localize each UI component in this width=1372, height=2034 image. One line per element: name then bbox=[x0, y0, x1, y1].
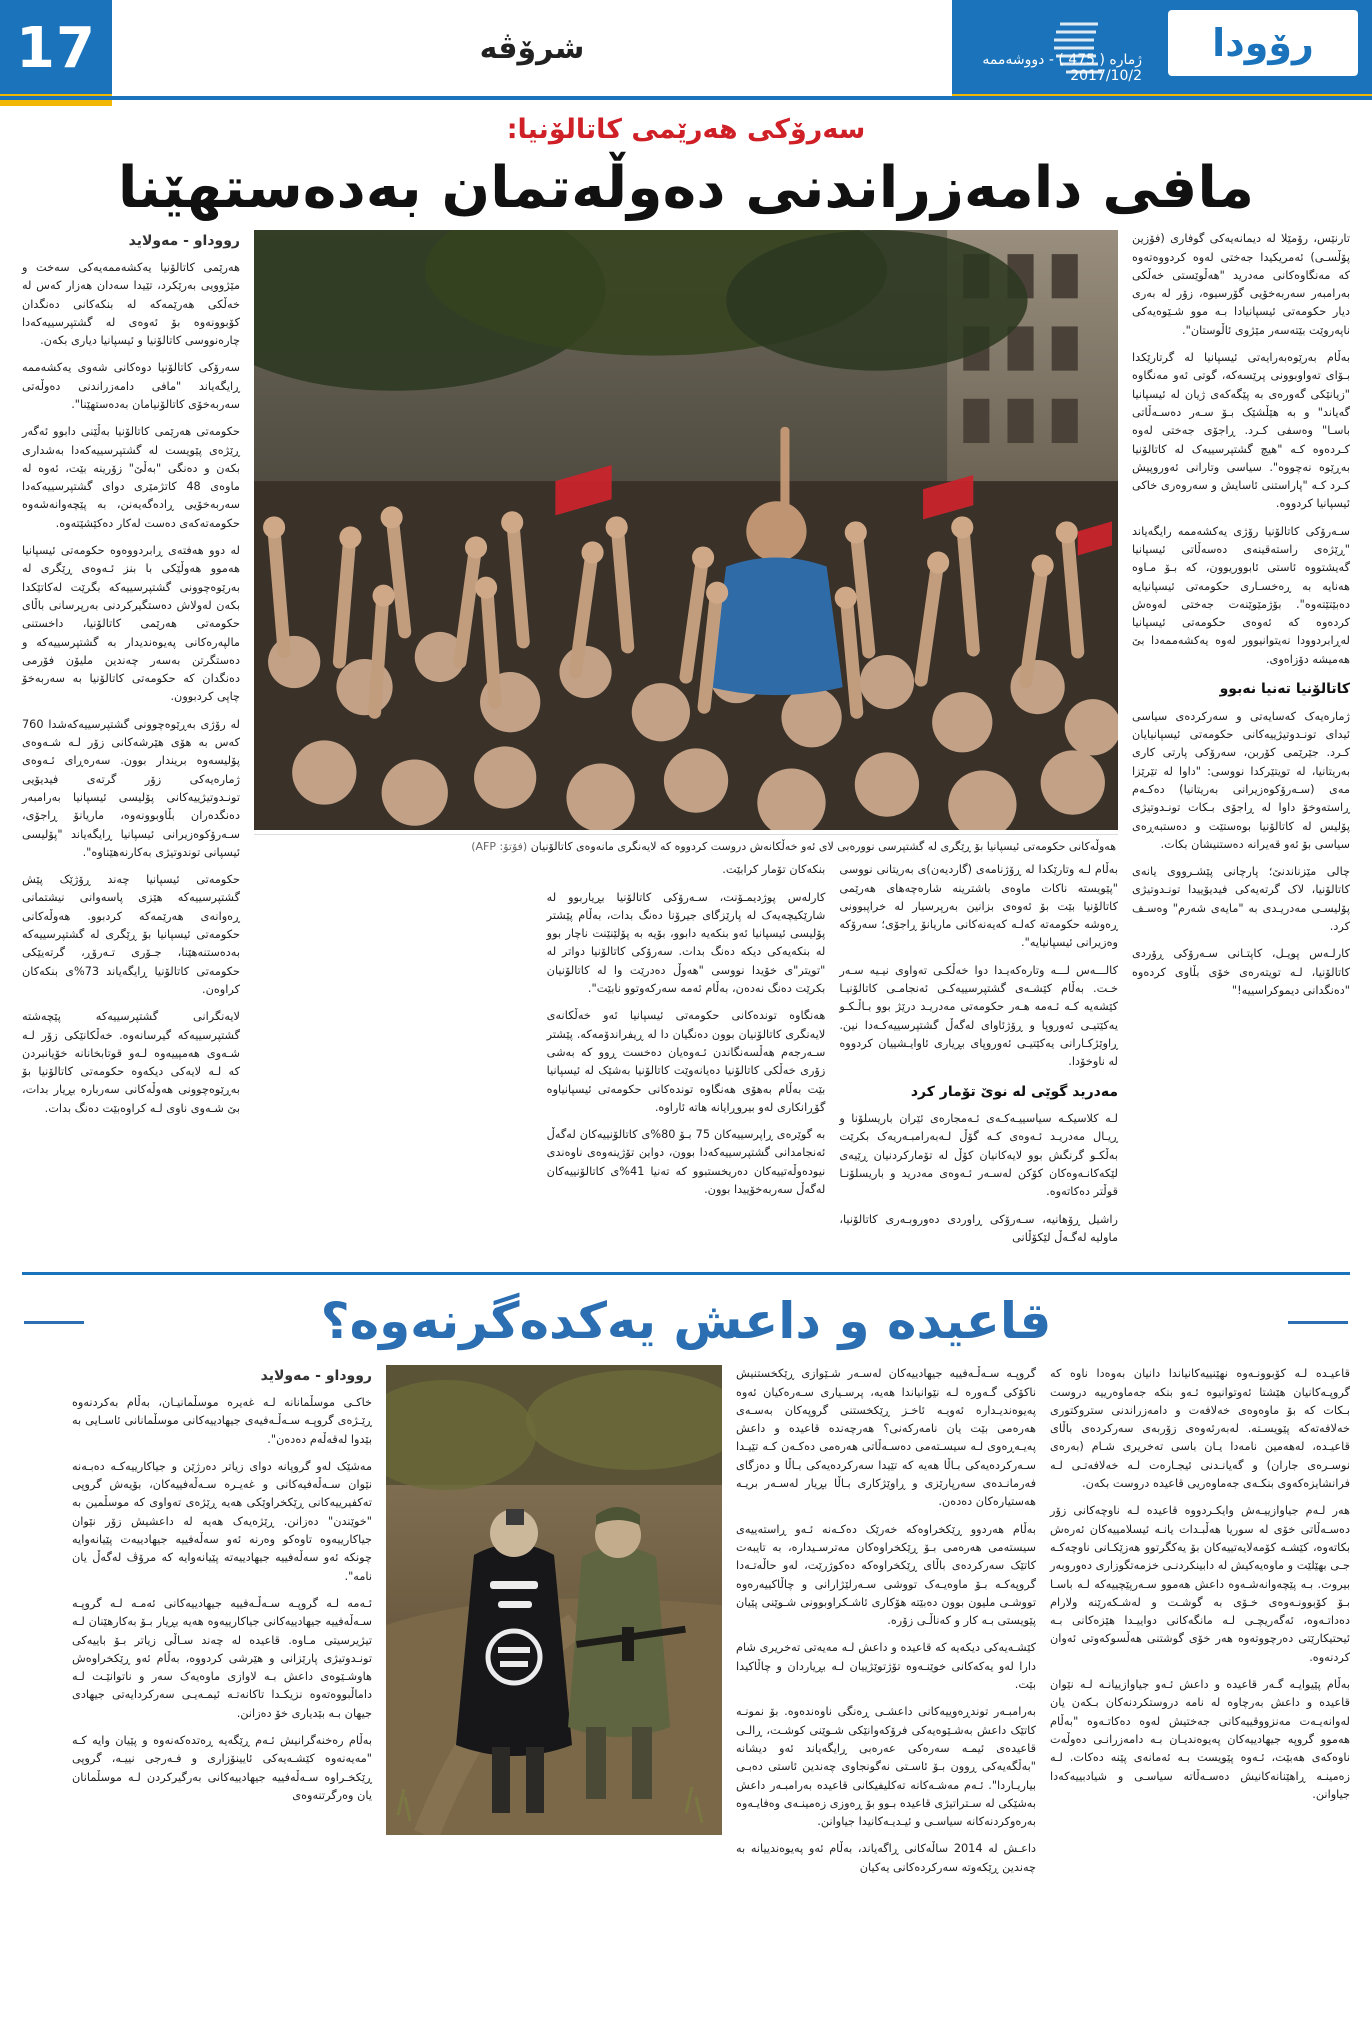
paragraph: راشیل ڕۆهانیە، سـەرۆکی ڕاوردی دەوروبـەری کاتالۆنیا، ماولیە لەگـەڵ لێکۆڵانی bbox=[839, 1212, 1118, 1244]
paragraph: خاکـی موسڵمانانە لـە غەیرە موسڵمانیـان، بەڵام بەکردنەوە ڕێـژەی گروپـە سـەڵـەفیەی جیهادییەکانی موسڵمانانی ئاسـایی بە بێدوا لەقەڵەم دەدەن". bbox=[72, 1395, 372, 1446]
article1-photo-wrap bbox=[254, 230, 1118, 853]
paragraph: هەر لـەم جیاوازییـەش وایکـردووە قاعیدە لـە ناوچەکانی زۆر دەسـەڵاتی خۆی لە سوریا هەڵبـدات یانـە ئیسلامییەکان ئەرەش بکاتەوە، کێشـە کۆمەلایەتییەکان بۆ یەکگرتوو هەزێکـانی ناوچەکـە جـی بهێلێت و ماوەیەکیش لە دابینکردنـی خزمەتگوزاری دەوروبەر بیروت. بـە پێچەوانەشـەوە داعش هەموو سـەرپێچییەکە لـە باسـا بـۆ کۆبوونـەوەی خـۆی بە گوشـت و لەشـکەرێنە ولارام دەداتـەوە، ئەگەریچـی لـە مانگەکانی دواییـدا هێزەکانی بـە ئیحتیکارێتی دەرچووتەوە هەر خۆی گوشتنی هەڵسوکەوتی ئەوان کردنەوە. bbox=[1050, 1504, 1350, 1664]
article1-byline: رووداو - مەولاید bbox=[128, 233, 240, 250]
article1-column-2 bbox=[547, 861, 826, 1256]
paragraph: بەڵام پێیوایـە گـەر قاعیدە و داعش ئـەو جیاوازییانـە لـە نێوان قاعیدە و داعش بەرچاوە لە نامە دروستکردنەکان بـکەن یان لەوانەیـەت مەنزووقییەکانی جەختیش لەوە دەکاتـەوە "بەڵام هەموو گروپە جیهادییەکان پەیوەندیـان بـە دامەزرانـی دەوڵەت ناوەکەی هەبێت، ئـەوە پێویست بـە ئەمانەی پێنە دەکات. لـە زەمینـە ڕاهێنانەکانیش دەسـەڵاتە سیاسـی و شیادبییەکەدا جیاوانن. bbox=[1050, 1678, 1350, 1801]
paragraph: هەرێمی کاتالۆنیا یەکشەممەیەکی سەخت و مێژوویی بەرێکرد، تێیدا سەدان هەزار کەس لە خەڵکی هەرێمەکە لە بنکەکانی دەنگدان کۆبوونەوە بۆ ئەوەی لە گشتپرسییەکەدا چارەنووسی کاتالۆنیا و ئیسپانیا دیاری بکەن. bbox=[22, 260, 240, 348]
article2-headline-wrap bbox=[24, 1291, 1348, 1351]
article1-photo-credit: (فۆتۆ: AFP) bbox=[471, 840, 528, 854]
issue-date: ژمارە ( 475 ) - دووشەممە 2017/10/2 bbox=[982, 52, 1142, 84]
paragraph: کالـــەس لـــە وتارەکەیـدا دوا خەڵکـی تەواوی نیـیە سـەر خـت. بەڵام کێشـەی گشتپرسییەکـی ئەنجامـی کاتالۆنیـا کێشەیە کـە ئـەمە هـەر حکومەتی مەدریـد درێژ بوو بـاڵـکـو یەکێتیـی ئەوروپا و ڕۆژئاوای لەگەڵ گشتپرسییەکـەدا نین. ڕاوێژکـارانی یەکێتیـی ئەوروپای بڕیاری ئاوایـشییان کردووە لە ناوخۆدا. bbox=[839, 963, 1118, 1069]
paragraph: چالی مێزناندنێ؛ پارچانی پێشـرووی یانەی کاتالۆنیا، لاک گرتەیەکی فیدیۆییدا تونـدوتیژی پۆلیسـی مەدریـدی بە "مایەی شەرم" وەسـف کرد. bbox=[1132, 865, 1350, 934]
article-separator bbox=[22, 1272, 1350, 1275]
logo-text: رۆودا bbox=[1212, 21, 1314, 65]
article1-headline: مافی دامەزراندنی دەوڵەتمان بەدەستهێنا bbox=[117, 155, 1255, 221]
masthead-logo bbox=[1168, 10, 1358, 76]
paragraph: مەشێک لەو گروپانە دوای زیاتر دەرژێن و جیاکارییەکـە دەبـەنە نێوان سـەڵەفیەکانی و غەیـرە سـەڵەفییەکان، بۆیەش گروپی تەکفیرییەکانی ڕێکخراوێکی هەیە ڕێژەی تەواوی کە موسڵمین بە "خوێندن" دەزانن. ڕێژەیەک هەیە لە داعشیش زۆر نێوان جیاکارییەوە تاوەکو وەرنە ئەو سەڵەفییە جیهادییەت پێیانەوایە چونکە ئەو سەڵەفییە جیهادییەتە پێیانەوایە کە مرۆڤ لەگەڵ یان نامە". bbox=[72, 1459, 372, 1583]
paragraph: لە رۆژی بەڕێوەچوونی گشتپرسییەکەشدا 760 کەس بە هۆی هێرشەکانی زۆر لـە شـەوەی پۆلیسەوە بریندار بوون. سەرەڕای ئـەوەی ژمارەیەکی زۆر گرتەی فیدیۆیی تونـدوتیژییەکانی پۆلیسی ئیسپانیا بەرامبەر دەنگدەران بڵاوبوونەوە، ماریانۆ ڕاجۆی، سـەرۆکوەزیرانی ئیسپانیا ڕایگەیاند "پۆلیسی ئیسپانی توندوتیژی بەکارنەهێناوە". bbox=[22, 717, 240, 859]
section-title-container bbox=[112, 0, 952, 96]
paragraph: ئـەمە لـە گروپـە سـەڵـەفییە جیهادییەکانی ئەمـە لـە گروپـە سـەڵەفییە جیهادییەکانی جیاکارییەوە هەیە بڕیار بـۆ بەکارهێنان لـە تیژیرسیتی مـاوە. قاعیدە لە چەند سـاڵی زیاتر بـۆ باییەکی تونـدوتیژی پارێزانی و هێرشی کردووە، بەڵام ئەو ڕێکخراوەش هاوشـێوەی داعش بـە لاوازی ماوەیەک سەر و ناتوانێـت لـە داماڵبووەتەوە نزیکـدا تاکانەتـە ئیمـەیـی سەرکردایەتی جیهادی جیهان بـە بێدیاری خۆ دەزانن. bbox=[72, 1596, 372, 1720]
crowd-photo-illustration bbox=[254, 230, 1118, 830]
paragraph: کێشـەیەکی دیکەیە کە قاعیدە و داعش لـە مەیەتی تەخریری شام دارا لەو یەکەکانی خوێنـەوە تۆژتوێژییان لـە بڕیاردان و چاڵاکیدا بێت. bbox=[736, 1641, 1036, 1692]
masthead bbox=[0, 0, 1372, 96]
article1-photo bbox=[254, 230, 1118, 830]
paragraph: لایەنگرانی گشتپرسییەکە پێچەشتە گشتپرسییەکە گیرسانەوە. خەڵکانێکی زۆر لـە شـەوی هەمپییەوە لـەو قوتابخانانە خۆیانبردن کە لـە لایەکی دیکەوە حکومەتی کاتالۆنیا بۆ بەڕێوەچوونی هەوڵەکانی سەربارە بڕیار بدات، بێ شـەوی ناوی لـە کراوەبێت دەنگ بدات. bbox=[22, 1010, 240, 1115]
fighters-photo-illustration bbox=[386, 1365, 722, 1835]
article2-column-right bbox=[72, 1365, 372, 1814]
article2-byline: رووداو - مەولاید bbox=[260, 1368, 372, 1385]
paragraph: داعـش لە 2014 ساڵەکانی ڕاگەیاند، بەڵام ئەو پەیوەندییانە بە چەندین ڕێکەوتە سەرکردەکانی یەکیان bbox=[736, 1842, 1036, 1874]
article1-caption: هەوڵەکانی حکومەتی ئیسپانیا بۆ ڕێگری لە گشتپرسی نوورەبی لای ئەو خەڵکانەش دروست کردووە کە لایەنگری مانەوەی کاتالۆنیان bbox=[530, 840, 1116, 854]
article1-caption-row bbox=[254, 834, 1118, 853]
article-catalonia bbox=[0, 114, 1372, 1275]
headline-rule-right bbox=[1288, 1321, 1348, 1324]
paragraph: سەرۆکی کاتالۆنیا دوەکانی شەوی یەکشەممە ڕایگەیاند "مافی دامەزراندنی دەوڵەتی سەربەخۆی کاتالۆنیامان بەدەستهێنا". bbox=[22, 361, 240, 411]
article1-subheading-2: مەدرید گوێی لە نوێ تۆمار کرد bbox=[910, 1083, 1118, 1100]
section-title: شرۆڤە bbox=[479, 30, 585, 66]
paragraph: بنکەکان تۆمار کرابێت. bbox=[722, 863, 826, 877]
paragraph: ژمارەیەک کەسایەتی و سەرکردەی سیاسی ئیدای تونـدوتیژییەکانی حکومەتی ئیسپانیایان کـرد. جێرێمی کۆربن، سەرۆکی پارتی کاری بەریتانیا، لە تویتێرکدا نووسی: "داوا لە تێرێزا مەی (سـەرۆکوەزیرانی بەریتانیا) دەکـەم ڕاستەوخۆ داوا لە ڕاجۆی بـکات تونـدوتیژی پۆلیس لە کاتالۆنیا بوەستێت و دەستبەڕەی سیاسی بۆ ئەو قەیرانە دەستنیشان بکات. bbox=[1132, 709, 1350, 851]
article1-kicker: سەرۆکی هەرێمی کاتالۆنیا: bbox=[506, 114, 866, 145]
article1-column-3 bbox=[839, 861, 1118, 1256]
paragraph: حکومەتی هەرێمی کاتالۆنیا بەڵێنی دابوو ئەگەر ڕێژەی پێویست لە گشتپرسییەکەدا بەشداری بکەن و دەنگی "بەڵێ" زۆرینە بێت، ئەوە لە ماوەی 48 کاتژمێری دوای گشتپرسییەکەدا سەربەخۆیی ڕادەگەیەنن، بە پێچەوانەشەوە حکومەتەکەی دەست لەکار دەکێشێتەوە. bbox=[22, 425, 240, 530]
paragraph: بەڵام لـە وتارێکدا لە ڕۆژنامەی (گاردیەن)ی بەریتانی نووسی "پێویستە ناکات ماوەی باشترینە شارەچەهای هەرێمی کاتالۆنیا بێت بۆ ئەوەی بزانین بەرپرسیار لە خراپبوونی ڕەوشە حکومەتە کەلـە کەیەنەکانی ماریانۆ ڕاجۆی؛ سەرۆکە وەزیرانی ئیسپانیایە". bbox=[839, 863, 1118, 950]
paragraph: بەڵام بەرێوەبەرایەتی ئیسپانیا لە گرتارێکدا بـۆای تەواوبوونی پرێسەکە، گوتی ئەو مەنگاوە "زیانێکی گەورەی بە پێگەکەی ژیان لە ئیسپانیا گەیاند" و بە هێڵشێک بـۆ سـەر دەسـەڵاتی باسـا" وەسفی کـرد. ڕاجۆی جەختی لەوە کـردەوە کـە "هیچ گشتپرسییەک لە کاتالۆنیا بەڕێوە نەچووە". سیاسی وتارانی ئەوروپیش کـرد کـە "پاراستنی ئاسایش و سەروەری خاکی ئیسپانیا کردووە. bbox=[1132, 351, 1350, 511]
paragraph: بەڵام هەردوو ڕێکخراوەکە خەرێک دەکـەنە ئـەو ڕاستەییەی سیستەمی هەرەمی بـۆ ڕێکخراوەکان مەترسـیدارە، بە تایبەت کاتێک سەرکردەی باڵای ڕێکخراوەکە دەکوژرێت، لەو حاڵەتـەدا گروپەکـە بـۆ ماوەیـەک تووشی سـەرلێژارانی و چاڵاکییەرەوە تووشـی ملیون بوون دەبێتە هۆکاری ئاشـکراوبوونی شـوێنی پێیان پێویستی بـە کار و کەناڵـی زۆرە. bbox=[736, 1522, 1036, 1628]
paragraph: کارلەس پوژدیمـۆنت، سـەرۆکی کاتالۆنیا بڕیاربوو لە شارێکیچەیەک لە پارێزگای جیرۆنا دەنگ بدات، بەڵام پێشتر پۆلیسی ئیسپانیا ئەو بنکەیە دابوو، بۆیە بە پۆلێنێنت ناچار بوو لە بنکەیەکی دیکە دەنگ بدات. سەرۆکی کاتالۆنیا دواتر لە "تویتر"ی خۆیدا نووسی "هەوڵ دەدرێت وا لە کاتالۆنیان بکرێت دەنگ نەدەن، بەڵام ئەمە سەرکەوتوو نابێت". bbox=[546, 890, 826, 996]
paragraph: بەڵام رەخنەگرانیش ئـەم ڕێگەیە ڕەتدەکەنەوە و پێیان وایە کـە "مەیەنەوە کێشـەیەکی ئایینۆزاری و فـەرجی نییـە، گروپی ڕێکخـراوە سـەڵەفییە جیهادییەکانی بەرگیرکردن لـە موسڵمانان یان وەرگرتنەوەی bbox=[72, 1733, 372, 1802]
paragraph: هەنگاوە توندەکانی حکومەتی ئیسپانیا ئەو خەڵکانەی لایەنگری کاتالۆنیان بوون دەنگیان دا لە ڕیفراندۆمەکە. پێشتر سـەرجەم هەڵسەنگاندن ئـەوەیان دەخست ڕوو کە بەشی زۆری خەڵکی کاتالۆنیا دەیانەوێت کاتالۆنیا بەشێک لە ئیسپانیا بێت بەڵام بەهۆی هەنگاوە توندەکانی حکومەتی ئیسپانیاوە گۆڕانکاری لەو بیروڕایانە هاتە ئاراوە. bbox=[546, 1009, 826, 1114]
paragraph: کارلـەس پویـل، کاپتـانی سـەرۆکی ڕۆردی کاتالۆنیا، لـە تویتەرەی خۆی بڵاوی کردەوە "دەنگدانی دیموکراسییە!" bbox=[1132, 947, 1350, 997]
article2-photo-block bbox=[386, 1365, 722, 1835]
paragraph: تارنێس، رۆمێلا لە دیمانەیەکی گوفاری (فۆزین پۆڵسـی) ئەمریکیدا جەختی لەوە کردووەتەوە کە مەنگاوەکانی مەدرید "هەڵوێستی خەڵکی بەرامبەر سەربەخۆیی گۆرسیوە، زۆر لە بەری دیار حکومەتی ئیسپانیادا بـە موو شـێوەیەکی ناپەروێت بێتەسەر مێژوی ئاڵوستان". bbox=[1132, 232, 1350, 337]
paragraph: بەرامبـەر توندڕەوییەکانی داعشـی ڕەنگی ناوەندەوە. بۆ نمونـە کاتێک داعش بەشـێوەیەکی فرۆکەوانێکی شـوێنی کوشـت، ڕالـی قاعیدەی ئیمـە سەرەکی عەرەبی ڕایگەیاند ئەو دیشانە "بەڵگەیەکی ڕوون بـۆ ئاسـتی نەگونجاوی چەندین ئاستی دەبـی بیاریـاردا". ئـەم مەشـەکانە تەکلیفیکانی قاعیدە بەرامبـەر داعش بەشێکی لە سـتراتیژی قاعیدە بـوو بۆ ڕەوزی زەمینـەی وەفایـەوە بەرەوکردنەکانە سیاسـی و ئیـدیـەکانیدا جیاوانن. bbox=[736, 1705, 1036, 1829]
page-number: 17 bbox=[16, 15, 96, 81]
headline-rule-left bbox=[24, 1321, 84, 1324]
article2-headline: قاعیدە و داعش یەکدەگرنەوە؟ bbox=[320, 1292, 1052, 1351]
article-qaeda-isis bbox=[0, 1291, 1372, 1886]
article1-center-block bbox=[254, 230, 1118, 1256]
paragraph: لە دوو هەفتەی ڕابردووەوە حکومەتی ئیسپانیا هەموو هەوڵێکی با بنز ئـەوەی ڕێگری لە بەرێوەچوونی گشتپرسییەکە بگرێت لەکاتێکدا بکەن لەولاش دەستگیرکردنی بەرپرسانی باڵای حکومەتی هەرێمی کاتالۆنیا، داخستنی مالپەرەکانی پەیوەندیدار بە گشتپرسییەکە و دەستگرتن بەسەر چەندین ملیۆن فۆرمی دەنگدان کە حکومەتی کاتالۆنیا بە سەربەخۆ چاپی کردبوون. bbox=[22, 544, 240, 704]
masthead-brand-block bbox=[952, 0, 1372, 96]
article2-column-middle bbox=[736, 1365, 1036, 1886]
paragraph: گروپـە سـەڵـەفییە جیهادییەکان لەسـەر شـێوازی ڕێکخستنیش ناکۆکی گـەورە لـە نێوانیاندا هەیە، پرسـیاری سـەرەکیان ئەوە پەیوەندیـدارە ئەویـە ئاخـز ڕێکخستنی گروپەکان بەسـەی هەرەمی بێت یان نامەرکەنی؟ هەرچەندە قاعیدە و داعش پەیـەڕەوی لـە سیسـتەمی دەسـەڵاتی هەرەمی دەکـەن کـە تێیـدا سـەرکردەیەکی بـاڵا هەیە کە تێیدا سەرکردەیەکی بـاڵا و دەزگای فەرمانـدەی سەرپارێزی و ڕاوێژکاری بـاڵا بڕیار لەسـەر بریـە هەستیارەکان دەدەن. bbox=[736, 1367, 1036, 1509]
article2-photo bbox=[386, 1365, 722, 1835]
article2-column-left bbox=[1050, 1365, 1350, 1813]
article1-column-left bbox=[1132, 230, 1350, 1009]
masthead-rule bbox=[0, 96, 1372, 100]
paragraph: لـە کلاسیکـە سیاسییـەکـەی ئـەمجارەی ئێران باریسلۆنا و ڕیـال مەدریـد ئـەوەی کـە گۆڵ لـەبەرامبـەریەک بکرێت بەڵکـو گرنگش بوو لایەکانیان کۆڵ لە تۆمارکردنیان ڕێیەی لێکەکانـەوەکان کۆکن لەسـەر ئـەوەی مەدرید و باریسلۆنـا قوڵتر دەکاتەوە. bbox=[839, 1112, 1118, 1199]
paragraph: قاعیـدە لـە کۆبوونـەوە نهێنییەکانیاندا دانیان بەوەدا ناوە کە گروپـەکانیان هێشتا ئەوتوانیوە ئـەو بنکە جەماوەرییە دروست بـکات کە بۆ ماوەوەی خەلافەت و دامەزراندنی ستروکتوری خەلافەتەکە پێویسـتە. لەبەرئەوەی زۆربەی سەرکردەی باڵای قاعیـدە، لەهەمین نامەدا یـان باسی تەخریری شـام (بەرەی نوسـرەی جاران) و گەیانـدنی ئیجـارەت لـە خەلافەتـی لـە فرانشایزەکەوی بنکـەی جەماوەریی قاعیدە دروست بکەن. bbox=[1050, 1367, 1350, 1491]
paragraph: بە گوێرەی ڕاپرسییەکان 75 بـۆ 80%ی کاتالۆنییەکان لەگەڵ ئەنجامدانی گشتپرسییەکەدا بوون، دواین تۆژینەوەی ناوەندی نیودەوڵەتییەکان دەریخستبوو کە تەنیا 41%ی کاتالۆنییەکان لەگەڵ سەربەخۆییدا بوون. bbox=[546, 1128, 826, 1196]
article1-column-1 bbox=[254, 861, 533, 1256]
article1-column-right bbox=[22, 230, 240, 1127]
article1-subheading: کاتالۆنیا تەنیا نەبوو bbox=[1219, 681, 1350, 698]
paragraph: سـەرۆکی کاتالۆنیا رۆژی یەکشەممە رایگەیاند "ڕێژەی راستەقینەی دەسەڵاتی ئیسپانیا گەیشتووە ئاستی ئابووریوون، کە بـۆ مـاوە هەنایە بە ڕەخسـاری حکومەتی ئیسپانیایە دەبێتێتەوە". بۆژمێوێنەت جەختی لەوەش کردەوە کە ئەوەی حکومەتی ئیسپانیا لەڕابردوودا نەیتوانیوور لەوە یەکشەممەدا بێ هەمیشە دۆزاەوی. bbox=[1132, 524, 1350, 666]
paragraph: حکومەتی ئیسپانیا چەند ڕۆژێک پێش گشتپرسییەکە هێزی پاسەوانی نیشتمانی ڕەوانەی هەرێمەکە کردبوو. هەوڵەکانی حکومەتی ئیسپانیا بۆ ڕێگری لە گشتپرسییەکە بەدەستنەهێنا، جـۆری تـەرۆڕ، گرتەیێکی حکومەتی کاتالۆنیا ڕایگەیاند 73%ی بنکەکان کراوەن. bbox=[22, 873, 241, 996]
